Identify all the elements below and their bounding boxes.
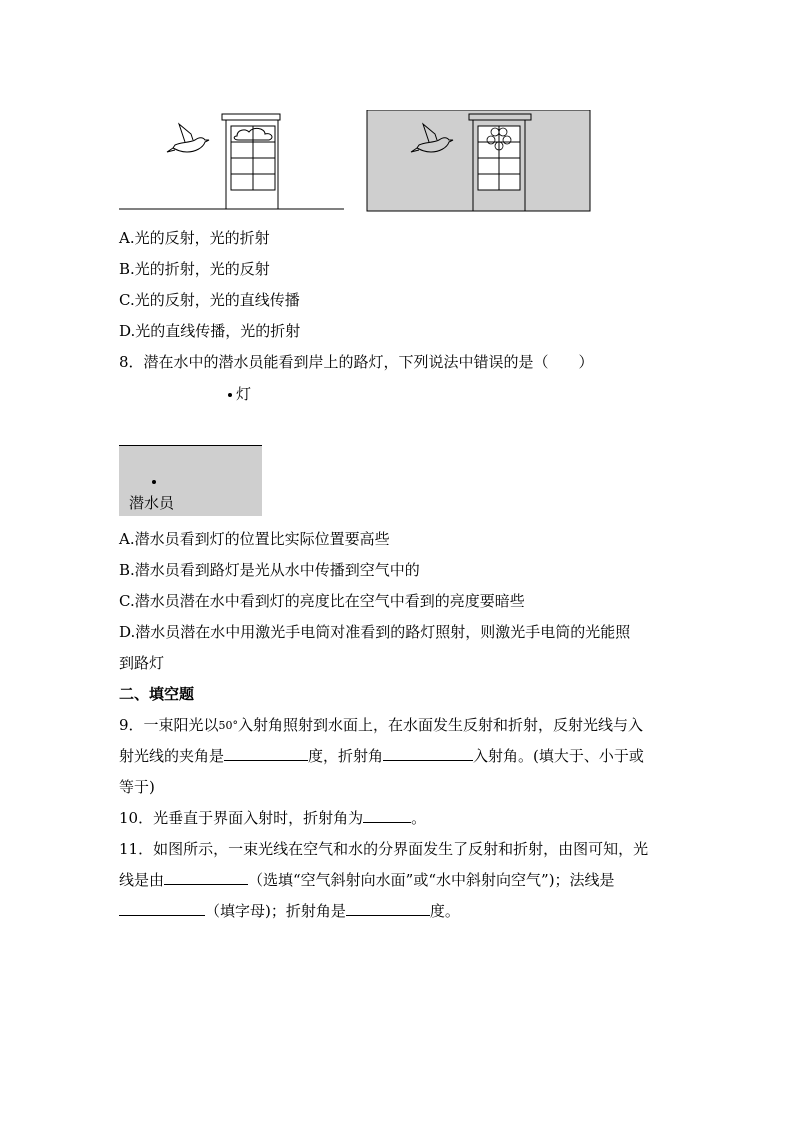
- q10-text: 。: [411, 809, 427, 827]
- q7-option-c: [119, 290, 300, 310]
- q10-text: 10．光垂直于界面入射时，折射角为: [119, 809, 364, 827]
- q9-line-1: [119, 715, 643, 736]
- bird-icon: [167, 124, 209, 152]
- q7-right-picture: [367, 110, 590, 211]
- option-text: 到路灯: [119, 654, 165, 672]
- option-text: 潜水员看到灯的位置比实际位置要高些: [134, 530, 390, 548]
- option-text: 光的直线传播，光的折射: [135, 322, 301, 340]
- option-letter: B.: [119, 561, 135, 579]
- diver-label: 潜水员: [129, 494, 175, 512]
- q11-blank-3[interactable]: [346, 901, 430, 916]
- q8-option-b: [119, 560, 420, 580]
- q11-blank-1[interactable]: [164, 870, 248, 885]
- q7-figure: [119, 110, 594, 212]
- q9-text: 入射角。(填大于、小于或: [473, 747, 644, 765]
- option-text: 潜水员看到路灯是光从水中传播到空气中的: [134, 561, 420, 579]
- window-icon: [222, 114, 280, 209]
- diver-dot: [152, 480, 156, 484]
- q10-line: [119, 808, 426, 828]
- q11-text: （填字母)；折射角是: [205, 902, 346, 920]
- q9-line-2: [119, 746, 644, 766]
- option-letter: A.: [119, 530, 135, 548]
- q8-stem: 8．潜在水中的潜水员能看到岸上的路灯，下列说法中错误的是（ ）: [119, 353, 594, 371]
- q8-option-c: [119, 591, 525, 611]
- q7-left-picture: [119, 114, 344, 209]
- window-icon: [469, 114, 531, 211]
- q11-text: 线是由: [119, 871, 165, 889]
- q11-blank-2[interactable]: [119, 901, 205, 916]
- q11-line-3: [119, 901, 460, 921]
- option-letter: D.: [119, 322, 136, 340]
- option-letter: C.: [119, 291, 135, 309]
- option-text: 光的反射，光的直线传播: [134, 291, 300, 309]
- q11-text: （选填“空气斜射向水面”或“水中斜射向空气”)；法线是: [248, 871, 615, 889]
- q7-option-a: [119, 228, 270, 248]
- q7-option-d: [119, 321, 300, 341]
- q11-text: 度。: [429, 902, 460, 920]
- q9-text: 入射角照射到水面上，在水面发生反射和折射，反射光线与入: [238, 716, 644, 734]
- option-text: 光的反射，光的折射: [134, 229, 270, 247]
- q8-option-d: [119, 622, 630, 642]
- q7-option-b: [119, 259, 270, 279]
- q9-text: 9．一束阳光以: [119, 716, 219, 734]
- option-text: 光的折射，光的反射: [134, 260, 270, 278]
- q9-blank-2[interactable]: [383, 746, 473, 761]
- option-letter: B.: [119, 260, 135, 278]
- q9-text: 度，折射角: [308, 747, 384, 765]
- option-letter: D.: [119, 623, 136, 641]
- q8-option-d-continued: [119, 653, 164, 673]
- option-letter: A.: [119, 229, 135, 247]
- q9-blank-1[interactable]: [224, 746, 308, 761]
- option-text: 潜水员潜在水中用激光手电筒对准看到的路灯照射，则激光手电筒的光能照: [135, 623, 631, 641]
- lamp-label: 灯: [236, 385, 252, 403]
- q11-line-1: 11．如图所示，一束光线在空气和水的分界面发生了反射和折射，由图可知，光: [119, 840, 649, 858]
- q9-angle: 50°: [218, 719, 239, 732]
- section-title: 二、填空题: [119, 685, 195, 703]
- lamp-dot: [228, 393, 232, 397]
- q9-text: 射光线的夹角是: [119, 747, 225, 765]
- q8-figure: [119, 378, 264, 518]
- option-letter: C.: [119, 592, 135, 610]
- q10-blank[interactable]: [363, 808, 411, 823]
- q8-option-a: [119, 529, 390, 549]
- option-text: 潜水员潜在水中看到灯的亮度比在空气中看到的亮度要暗些: [134, 592, 525, 610]
- q11-line-2: [119, 870, 615, 890]
- q9-line-3: 等于): [119, 778, 155, 796]
